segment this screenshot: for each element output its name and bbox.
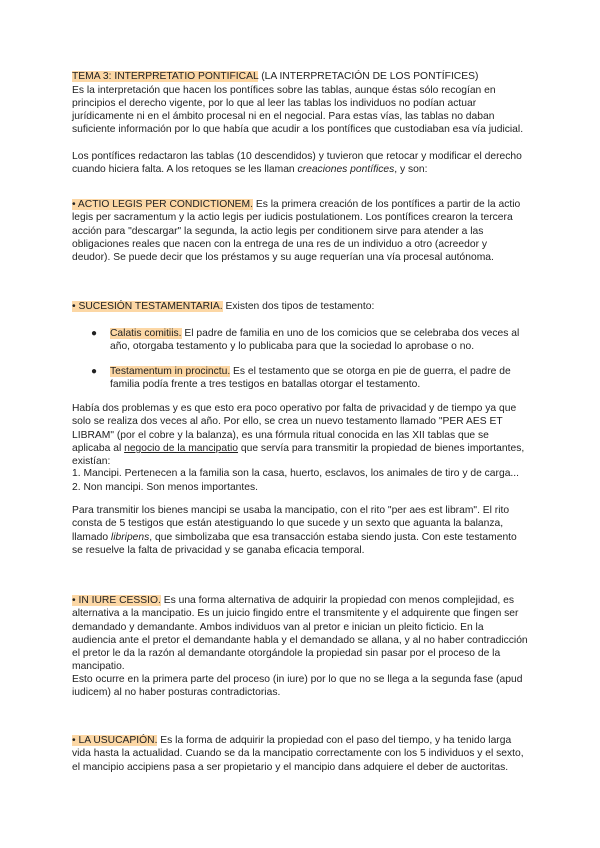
intro2-text: Los pontífices redactaron las tablas (10 descendidos) y tuvieron que retocar y modificar el derecho cuando hiciera falta. A los retoques se les llaman: [72, 151, 522, 176]
para2-end: , que simbolizaba que esa transacción estaba siendo justa. Con este testamento se resuelve la falta de privacidad y se ganaba eficacia temporal.: [72, 531, 517, 556]
bullet-dot-1: ●: [91, 328, 98, 339]
section3-text: Es una forma alternativa de adquirir la propiedad con menos complejidad, es alternativa a la mancipatio. Es un juicio fingido entre el transmitente y el adquirente que fingen ser demandado y demandante. Ambos individuos van al pretor e inician un pleito ficticio. En la audiencia ante el pretor el demandante habla y el demandado se allana, y al no haber contradicción el pretor le da la razón al demandante otorgándole la propiedad sin pasar por el proceso de la mancipatio.: [72, 595, 528, 673]
bullet-dot-2: ●: [91, 366, 98, 377]
bullet1-term: Calatis comitiis.: [110, 328, 182, 339]
para1-end: que servía para transmitir la propiedad de bienes importantes, existían:: [72, 442, 525, 468]
bullet1-text: El padre de familia en uno de los comicios que se celebraba dos veces al año, otorgaba testamento y lo publicaba para que la sociedad lo aprobase o no.: [110, 328, 520, 353]
para2-italic: libripens: [110, 531, 150, 543]
para2-text: Para transmitir los bienes mancipi se usaba la mancipatio, con el rito "per aes est libram". El rito consta de 5 testigos que están atestiguando lo que sucede y un sexto que aguanta la balanza, llamado: [72, 505, 510, 543]
mancipatio-paragraph: [72, 504, 528, 557]
section-sucesion: [72, 300, 528, 313]
section4-heading: • LA USUCAPIÓN.: [72, 735, 158, 746]
para1-underline: negocio de la mancipatio: [124, 442, 239, 454]
section2-text: Existen dos tipos de testamento:: [222, 301, 375, 312]
section4-text: Es la forma de adquirir la propiedad con el paso del tiempo, y ha tenido larga vida hasta la actualidad. Cuando se da la mancipatio correctamente con los 5 individuos y el sexto, el mancipio accipiens pasa a ser propietario y el mancipio dans adquiere el deber de auctoritas.: [72, 735, 524, 773]
page-title: [72, 70, 528, 83]
section1-heading: • ACTIO LEGIS PER CONDICTIONEM.: [72, 199, 253, 210]
bullet-item-procinctu: [110, 365, 528, 392]
intro-paragraph: Es la interpretación que hacen los pontífices sobre las tablas, aunque éstas sólo recogían en principios el derecho vigente, por lo que al leer las tablas los individuos no podían actuar jurídicamente ni en el ámbito procesal ni en el negocial. Para estas vías, las tablas no daban suficiente información por lo que había que acudir a los pontífices que custodiaban esa vía judicial.: [72, 84, 524, 136]
section-actio-legis: [72, 198, 528, 264]
section1-text: Es la primera creación de los pontífices a partir de la actio legis per sacramentum y la actio legis per iudicis postulationem. Los pontífices crearon la tercera acción para "descargar" la segunda, la actio legis per conditionem sirve para atender a las obligaciones reales que nacen con la entrega de una res de un individuo a otro (acreedor y deudor). Se puede decir que los préstamos y su auge requerían una vía procesal autónoma.: [72, 199, 521, 264]
bullet2-text: Es el testamento que se otorga en pie de guerra, el padre de familia podía frente a tres testigos en batallas otorgar el testamento.: [110, 366, 511, 391]
bullet2-term: Testamentum in procinctu.: [110, 366, 231, 377]
section-usucapion: [72, 734, 528, 774]
intro2-end: , y son:: [394, 164, 428, 176]
bullet-item-calatis: [110, 327, 528, 354]
list-mancipi: 1. Mancipi. Pertenecen a la familia son la casa, huerto, esclavos, los animales de tiro y de carga...: [72, 468, 519, 479]
intro-paragraph-2: [72, 150, 528, 177]
para1-text: Había dos problemas y es que esto era poco operativo por falta de privacidad y de tiempo ya que solo se realiza dos veces al año. Por ello, se crea un nuevo testamento llamado "PER AES ET LIBRAM" (por el cobre y la balanza), es una fórmula ritual conocida en las XII tablas que se aplicaba al: [72, 403, 517, 454]
title-subtitle: (LA INTERPRETACIÓN DE LOS PONTÍFICES): [258, 71, 479, 82]
title-highlight: TEMA 3: INTERPRETATIO PONTIFICAL: [72, 71, 259, 82]
in-iure-paragraph-2: Esto ocurre en la primera parte del proceso (in iure) por lo que no se llega a la segunda fase (apud iudicem) al no haber posturas contradictorias.: [72, 674, 523, 699]
section2-heading: • SUCESIÓN TESTAMENTARIA.: [72, 301, 223, 312]
intro2-italic: creaciones pontífices: [297, 164, 395, 176]
section-in-iure-cessio: [72, 594, 528, 674]
problems-paragraph: [72, 402, 528, 468]
list-non-mancipi: 2. Non mancipi. Son menos importantes.: [72, 482, 259, 493]
section3-heading: • IN IURE CESSIO.: [72, 595, 161, 606]
